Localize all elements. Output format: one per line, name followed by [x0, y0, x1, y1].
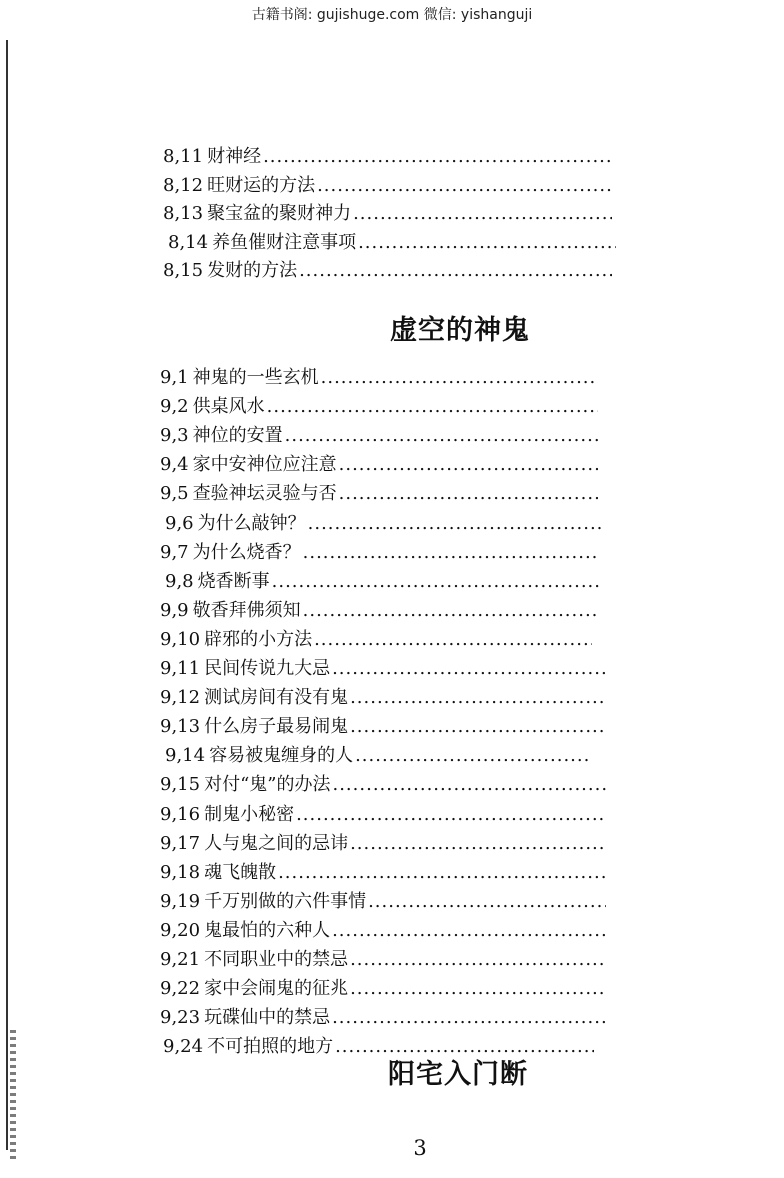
toc-entry-number: 9,6: [165, 512, 194, 534]
toc-entry: [160, 599, 598, 623]
toc-leader-dots: [353, 202, 612, 226]
toc-entry: [160, 366, 598, 390]
toc-entry-title: 供桌风水: [192, 396, 265, 418]
toc-entry: [163, 145, 612, 169]
toc-entry-number: 8,12: [163, 174, 204, 196]
toc-entry: [165, 512, 602, 536]
toc-entry: [160, 977, 606, 1001]
toc-entry: [160, 482, 598, 506]
toc-entry-number: 9,20: [160, 919, 201, 941]
toc-entry-title: 不同职业中的禁忌: [204, 949, 349, 970]
toc-entry: [163, 174, 612, 198]
toc-leader-dots: [339, 453, 598, 477]
toc-entry-number: 9,24: [163, 1036, 204, 1058]
toc-entry-title: 家中安神位应注意: [192, 454, 337, 476]
toc-entry: [160, 715, 606, 739]
toc-entry-title: 千万别做的六件事情: [204, 890, 367, 912]
toc-entry: [168, 231, 616, 255]
toc-entry: [160, 686, 606, 710]
toc-entry-title: 旺财运的方法: [207, 174, 316, 196]
toc-entry: [160, 453, 598, 477]
toc-entry-number: 9,7: [160, 541, 189, 563]
toc-entry: [160, 832, 606, 856]
toc-leader-dots: [339, 482, 598, 506]
section-heading-9: 虚空的神鬼: [390, 315, 530, 346]
toc-entry-title: 测试房间有没有鬼: [204, 687, 349, 709]
toc-leader-dots: [296, 803, 606, 827]
toc-entry: [160, 424, 598, 448]
toc-entry-title: 神位的安置: [192, 425, 283, 447]
toc-entry-title: 敬香拜佛须知: [192, 599, 301, 621]
toc-entry-title: 烧香断事: [197, 570, 270, 592]
toc-leader-dots: [332, 919, 606, 943]
toc-entry-number: 8,11: [163, 146, 204, 167]
toc-entry: [160, 890, 606, 914]
toc-entry-title: 鬼最怕的六种人: [204, 919, 331, 941]
toc-entry-number: 9,10: [160, 628, 201, 650]
toc-leader-dots: [263, 145, 612, 169]
toc-leader-dots: [350, 977, 606, 1001]
scan-edge-line: [6, 40, 8, 1150]
toc-entry-title: 养鱼催财注意事项: [212, 231, 357, 253]
toc-entry-title: 家中会闹鬼的征兆: [204, 978, 349, 1000]
toc-entry-number: 9,11: [160, 658, 201, 679]
toc-leader-dots: [350, 948, 606, 972]
toc-entry-title: 不可拍照的地方: [207, 1036, 334, 1058]
toc-leader-dots: [350, 715, 606, 739]
toc-leader-dots: [267, 395, 598, 419]
toc-entry-title: 制鬼小秘密: [204, 803, 295, 825]
toc-leader-dots: [285, 424, 598, 448]
toc-entry-title: 人与鬼之间的忌讳: [204, 832, 349, 854]
toc-entry-number: 9,21: [160, 949, 201, 970]
toc-leader-dots: [278, 861, 606, 885]
toc-entry-number: 9,22: [160, 978, 201, 1000]
toc-entry: [160, 1006, 606, 1030]
toc-entry-title: 为什么敲钟？: [197, 512, 306, 534]
margin-scan-noise: [10, 1030, 16, 1160]
toc-entry: [160, 948, 606, 972]
toc-entry-title: 发财的方法: [207, 260, 298, 281]
toc-entry-number: 9,2: [160, 396, 189, 418]
toc-leader-dots: [350, 832, 606, 856]
toc-entry-title: 对付“鬼”的办法: [204, 774, 331, 796]
toc-leader-dots: [303, 541, 598, 565]
toc-entry-number: 9,16: [160, 803, 201, 825]
toc-entry-number: 9,13: [160, 716, 201, 738]
toc-entry-number: 8,15: [163, 260, 204, 281]
toc-leader-dots: [358, 231, 616, 255]
toc-entry-number: 9,5: [160, 483, 189, 505]
toc-entry-number: 9,4: [160, 454, 189, 476]
toc-entry-title: 财神经: [207, 146, 262, 167]
toc-leader-dots: [368, 890, 606, 914]
toc-leader-dots: [317, 174, 612, 198]
toc-entry-number: 9,15: [160, 774, 201, 796]
toc-entry-number: 9,18: [160, 861, 201, 883]
toc-entry-number: 9,23: [160, 1007, 201, 1029]
toc-entry-number: 9,1: [160, 367, 189, 388]
toc-leader-dots: [350, 686, 606, 710]
toc-entry-number: 9,19: [160, 890, 201, 912]
toc-entry: [165, 570, 602, 594]
toc-entry-number: 9,17: [160, 832, 201, 854]
toc-entry-title: 查验神坛灵验与否: [192, 483, 337, 505]
toc-entry-title: 聚宝盆的聚财神力: [207, 203, 352, 224]
toc-leader-dots: [299, 259, 612, 283]
toc-leader-dots: [332, 657, 606, 681]
toc-entry: [160, 541, 598, 565]
watermark-text: 古籍书阁: gujishuge.com 微信: yishanguji: [251, 7, 533, 23]
toc-entry-title: 玩碟仙中的禁忌: [204, 1007, 331, 1029]
toc-entry-number: 9,3: [160, 425, 189, 447]
toc-entry: [163, 202, 612, 226]
toc-leader-dots: [321, 366, 598, 390]
toc-entry: [160, 919, 606, 943]
toc-entry-number: 8,13: [163, 203, 204, 224]
toc-entry-title: 容易被鬼缠身的人: [209, 745, 354, 767]
toc-entry-title: 神鬼的一些玄机: [192, 367, 319, 388]
toc-entry: [160, 803, 606, 827]
toc-entry-number: 9,8: [165, 570, 194, 592]
toc-entry-number: 9,14: [165, 745, 206, 767]
toc-entry: [165, 744, 592, 768]
toc-leader-dots: [332, 773, 606, 797]
toc-entry: [163, 259, 612, 283]
toc-entry: [160, 628, 592, 652]
toc-entry: [160, 773, 606, 797]
section-heading-10: 阳宅入门断: [388, 1059, 528, 1090]
page-number: 3: [413, 1136, 427, 1160]
toc-entry-title: 辟邪的小方法: [204, 628, 313, 650]
toc-leader-dots: [355, 744, 592, 768]
toc-entry-title: 民间传说九大忌: [204, 658, 331, 679]
toc-entry-number: 9,9: [160, 599, 189, 621]
toc-leader-dots: [332, 1006, 606, 1030]
toc-entry-number: 9,12: [160, 687, 201, 709]
toc-entry-title: 魂飞魄散: [204, 861, 277, 883]
toc-entry-title: 什么房子最易闹鬼: [204, 716, 349, 738]
toc-entry: [160, 395, 598, 419]
toc-entry-number: 8,14: [168, 231, 209, 253]
toc-leader-dots: [308, 512, 602, 536]
toc-leader-dots: [303, 599, 598, 623]
toc-entry: [160, 861, 606, 885]
toc-entry: [163, 1035, 594, 1059]
toc-entry-title: 为什么烧香？: [192, 541, 301, 563]
toc-leader-dots: [314, 628, 592, 652]
toc-leader-dots: [272, 570, 602, 594]
toc-entry: [160, 657, 606, 681]
